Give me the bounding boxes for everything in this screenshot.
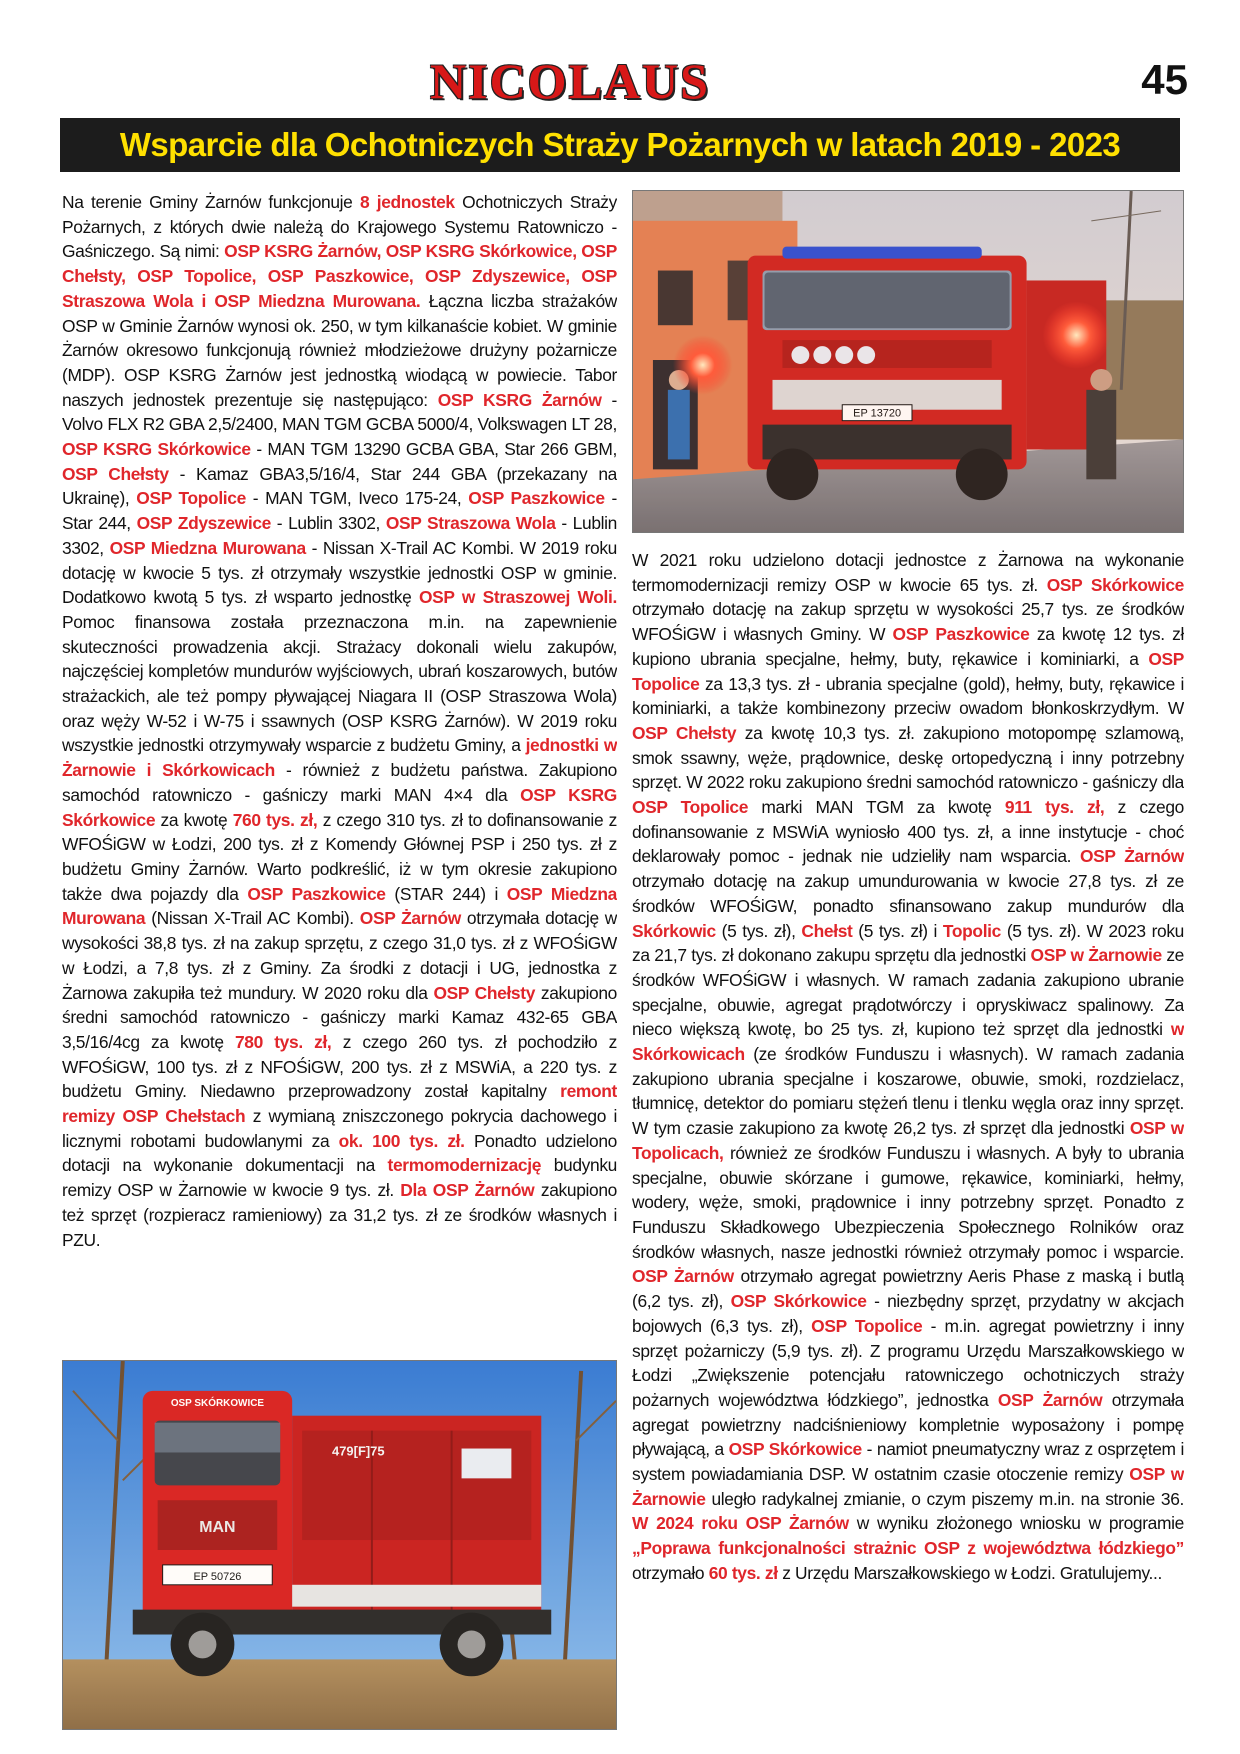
- highlighted-name: jednostki w Żarnowie i Skórkowicach: [62, 735, 617, 781]
- body-text: - Volvo FLX R2 GBA 2,5/2400, MAN TGM GCBA 5000/4, Volkswagen LT 28,: [62, 389, 617, 435]
- article-text-left: [62, 190, 617, 1252]
- body-text: w wyniku złożonego wniosku w programie: [848, 1513, 1184, 1534]
- highlighted-name: OSP Topolice: [811, 1315, 923, 1336]
- body-text: - również z budżetu państwa. Zakupiono samochód ratowniczo - gaśniczy marki MAN 4×4 dla: [62, 760, 617, 805]
- highlighted-name: OSP Zdyszewice: [136, 513, 271, 534]
- highlighted-name: OSP Żarnów: [1080, 846, 1184, 867]
- highlighted-name: 911 tys. zł,: [1004, 797, 1105, 818]
- highlighted-name: OSP Chełsty: [62, 463, 169, 484]
- body-text: otrzymało agregat powietrzny Aeris Phase z maską i butlą (6,2 tys. zł),: [632, 1266, 1184, 1312]
- body-text: - MAN TGM, Iveco 175-24,: [245, 488, 469, 509]
- body-text: za kwotę: [155, 809, 233, 830]
- highlighted-name: Topolic: [942, 920, 1001, 941]
- body-text: - niezbędny sprzęt, przydatny w akcjach bojowych (6,3 tys. zł),: [632, 1291, 1184, 1336]
- body-text: Pomoc finansowa została przeznaczona m.in. na zapewnienie skuteczności prowadzenia akcji. Strażacy dokonali wielu zakupów, najczęściej kompletów mundurów wyjściowych, ubrań koszarowych, butów strażackich, ale też pompy pływającej Niagara II (OSP Straszowa Wola) oraz węży W-52 i W-75 i ssawnych (OSP KSRG Żarnów). W 2019 roku wszystkie jednostki otrzymywały wsparcie z budżetu Gminy, a: [62, 611, 617, 756]
- body-text: uległo radykalnej zmianie, o czym piszemy m.in. na stronie 36.: [705, 1488, 1184, 1509]
- highlighted-name: OSP KSRG Skórkowice: [62, 784, 617, 830]
- truck-brand-badge: MAN: [199, 1519, 236, 1537]
- highlighted-name: W 2024 roku OSP Żarnów: [632, 1513, 849, 1534]
- article-title: Wsparcie dla Ochotniczych Straży Pożarnych w latach 2019 - 2023: [119, 126, 1121, 163]
- body-text: z czego 310 tys. zł to dofinansowanie z WFOŚiGW w Łodzi, 200 tys. zł z Komendy Głównej PSP i 250 tys. zł z budżetu Gminy Żarnów. Warto podkreślić, iż w tym okresie zakupiono także dwa pojazdy dla: [62, 809, 617, 904]
- body-text: - Lublin 3302,: [62, 513, 617, 558]
- body-text: Na terenie Gminy Żarnów funkcjonuje: [62, 192, 360, 212]
- highlighted-name: 8 jednostek: [359, 192, 455, 212]
- highlighted-name: OSP Żarnów: [997, 1389, 1103, 1410]
- body-text: Łączna liczba strażaków OSP w Gminie Żarnów wynosi ok. 250, w tym kilkanaście kobiet. W gminie Żarnów okresowo funkcjonują również młodzieżowe drużyny pożarnicze (MDP). OSP KSRG Żarnów jest jednostką wiodącą w powiecie. Tabor naszych jednostek prezentuje się następująco:: [62, 290, 617, 410]
- body-text: marki MAN TGM za kwotę: [748, 797, 1005, 818]
- masthead: [0, 52, 1240, 114]
- body-text: za 13,3 tys. zł - ubrania specjalne (gold), hełmy, buty, rękawice i kominiarki, a także kombinezony przeciw owadom błonkoskrzydłym. W: [632, 673, 1184, 719]
- highlighted-name: OSP w Straszowej Woli.: [418, 587, 617, 608]
- highlighted-name: OSP Paszkowice: [468, 488, 605, 509]
- photo-fire-truck-flares: [632, 190, 1184, 533]
- body-text: - Nissan X-Trail AC Kombi. W 2019 roku dotację w kwocie 5 tys. zł otrzymały wszystkie jednostki OSP w gminie. Dodatkowo kwotą 5 tys. zł wsparto jednostkę: [62, 537, 617, 608]
- body-text: (ze środków Funduszu i własnych). W ramach zadania zakupiono ubrania specjalne i koszarowe, obuwie, smoki, rozdzielacz, tłumnicę, detektor do pomiaru stężeń tlenu i tlenku węgla oraz inny sprzęt. W tym czasie zakupiono za kwotę 26,2 tys. zł sprzęt dla jednostki: [632, 1044, 1184, 1139]
- body-text: budynku remizy OSP w Żarnowie w kwocie 9 tys. zł.: [62, 1155, 617, 1201]
- nicolaus-logo: NICOLAUS: [430, 53, 710, 109]
- page-number: 45: [1141, 56, 1188, 103]
- highlighted-name: 760 tys. zł,: [232, 809, 318, 830]
- highlighted-name: Skórkowic: [632, 920, 716, 941]
- body-text: - MAN TGM 13290 GCBA GBA, Star 266 GBM,: [250, 439, 617, 460]
- highlighted-name: OSP Miedzna Murowana: [62, 883, 617, 929]
- article-text-right: [632, 548, 1184, 1586]
- body-text: - Lublin 3302,: [270, 513, 386, 534]
- highlighted-name: Chełst: [801, 920, 853, 941]
- highlighted-name: OSP Topolice: [136, 488, 246, 509]
- body-text: (Nissan X-Trail AC Kombi).: [145, 908, 360, 929]
- highlighted-name: OSP Miedzna Murowana: [109, 537, 306, 558]
- highlighted-name: OSP Chełsty: [632, 722, 737, 743]
- side-number: 479[F]75: [332, 1443, 385, 1459]
- body-text: otrzymała agregat powietrzny nadciśnieniowy kompletnie wyposażony i pompę pływającą, a: [632, 1389, 1184, 1460]
- highlighted-name: OSP Paszkowice: [892, 624, 1030, 645]
- body-text: za kwotę 12 tys. zł kupiono ubrania specjalne, hełmy, buty, rękawice i kominiarki, a: [632, 624, 1184, 669]
- body-text: otrzymała dotację w wysokości 38,8 tys. zł na zakup sprzętu, z czego 31,0 tys. zł z WFOŚiGW w Łodzi, a 7,8 tys. zł z Gminy. Za środki z dotacji i UG, jednostka z Żarnowa zakupiła też mundury. W 2020 roku dla: [62, 908, 617, 1003]
- body-text: z wymianą zniszczonego pokrycia dachowego i licznymi robotami budowlanymi za: [62, 1106, 617, 1151]
- body-text: - namiot pneumatyczny wraz z osprzętem i system powiadamiania DSP. W ostatnim czasie otoczenie remizy: [632, 1439, 1184, 1485]
- body-text: ze środków WFOŚiGW i własnych. W ramach zadania zakupiono ubranie specjalne, obuwie, agregat prądotwórczy i opryskiwacz spalinowy. Za nieco większą kwotę, bo 25 tys. zł, kupiono też sprzęt dla jednostki: [632, 945, 1184, 1040]
- highlighted-name: OSP w Żarnowie: [632, 1464, 1184, 1509]
- body-text: z czego dofinansowanie z MSWiA wyniosło 400 tys. zł, a inne instytucje - choć deklarowały pomoc - jednak nie udzieliły nam wsparcia.: [632, 797, 1184, 867]
- body-text: - Kamaz GBA3,5/16/4, Star 244 GBA (przekazany na Ukrainę),: [62, 463, 617, 509]
- body-text: otrzymało dotację na zakup umundurowania w kwocie 27,8 tys. zł ze środków WFOŚiGW, ponadto sfinansowano zakup mundurów dla: [632, 871, 1184, 916]
- highlighted-name: OSP Żarnów: [632, 1266, 734, 1287]
- body-text: zakupiono średni samochód ratowniczo - gaśniczy marki Kamaz 432-65 GBA 3,5/16/4cg za kwotę: [62, 982, 617, 1052]
- body-text: (5 tys. zł) i: [852, 920, 943, 941]
- body-text: z Urzędu Marszałkowskiego w Łodzi. Gratulujemy...: [777, 1562, 1162, 1583]
- body-text: (5 tys. zł). W 2023 roku za 21,7 tys. zł dokonano zakupu sprzętu dla jednostki: [632, 920, 1184, 966]
- highlighted-name: 780 tys. zł,: [234, 1031, 332, 1052]
- highlighted-name: OSP KSRG Skórkowice: [62, 439, 251, 460]
- highlighted-name: Dla OSP Żarnów: [400, 1180, 535, 1201]
- body-text: otrzymało dotację na zakup sprzętu w wysokości 25,7 tys. ze środków WFOŚiGW i własnych Gminy. W: [632, 599, 1184, 645]
- body-text: (STAR 244) i: [385, 883, 507, 904]
- body-text: (5 tys. zł),: [715, 920, 802, 941]
- highlighted-name: OSP Topolice: [632, 648, 1184, 694]
- body-text: zakupiono też sprzęt (rozpieracz ramieniowy) za 31,2 tys. zł ze środków własnych i PZU.: [62, 1180, 617, 1250]
- highlighted-name: OSP Straszowa Wola: [385, 513, 556, 534]
- highlighted-name: OSP Paszkowice: [247, 883, 386, 904]
- body-text: za kwotę 10,3 tys. zł. zakupiono motopompę szlamową, smok ssawny, węże, prądownice, deskę ortopedyczną i inny potrzebny sprzęt. W 2022 roku zakupiono średni samochód ratowniczo - gaśniczy dla: [632, 722, 1184, 793]
- highlighted-name: 60 tys. zł: [708, 1562, 778, 1583]
- highlighted-name: OSP Skórkowice: [728, 1439, 862, 1460]
- highlighted-name: OSP Żarnów: [359, 908, 461, 929]
- article-column-right: [632, 548, 1184, 1738]
- highlighted-name: OSP Topolice: [632, 797, 749, 818]
- highlighted-name: ok. 100 tys. zł.: [338, 1130, 465, 1151]
- body-text: również ze środków Funduszu i własnych. A były to ubrania specjalne, obuwie skórzane i gumowe, rękawice, kominiarki, hełmy, wodery, węże, smoki, prądownice i inny potrzebny sprzęt. Ponadto z Funduszu Składkowego Ubezpieczenia Społecznego Rolników oraz środków własnych, nasze jednostki również otrzymały pomoc i wsparcie.: [632, 1142, 1184, 1262]
- highlighted-name: termomodernizację: [387, 1155, 542, 1176]
- truck-plate-top: EP 13720: [853, 407, 902, 420]
- highlighted-name: OSP Chełsty: [433, 982, 536, 1003]
- body-text: z czego 260 tys. zł pochodziło z WFOŚiGW, 100 tys. zł z NFOŚiGW, 200 tys. zł z MSWiA, a 220 tys. z budżetu Gminy. Niedawno przeprowadzony został kapitalny: [62, 1031, 617, 1102]
- body-text: otrzymało: [632, 1562, 709, 1583]
- headline-bar: [60, 118, 1180, 172]
- highlighted-name: w Skórkowicach: [632, 1019, 1184, 1065]
- highlighted-name: OSP KSRG Żarnów: [437, 389, 602, 410]
- photo-man-fire-engine: [62, 1360, 617, 1730]
- highlighted-name: OSP w Topolicach,: [632, 1118, 1184, 1163]
- cab-label: OSP SKÓRKOWICE: [170, 1397, 265, 1409]
- highlighted-name: OSP Skórkowice: [1046, 574, 1184, 595]
- article-column-left: [62, 190, 617, 1350]
- highlighted-name: „Poprawa funkcjonalności strażnic OSP z województwa łódzkiego”: [632, 1538, 1184, 1559]
- body-text: - m.in. agregat powietrzny i inny sprzęt pożarniczy (5,9 tys. zł). Z programu Urzędu Marszałkowskiego w Łodzi „Zwiększenie potencjału ratowniczego ochotniczych straży pożarnych województwa łódzkiego”, jednostka: [632, 1315, 1184, 1410]
- body-text: - Star 244,: [62, 488, 617, 534]
- highlighted-name: OSP Skórkowice: [730, 1291, 867, 1312]
- body-text: Ochotniczych Straży Pożarnych, z których dwie należą do Krajowego Systemu Ratowniczo - Gaśniczego. Są nimi:: [62, 192, 617, 262]
- highlighted-name: remont remizy OSP Chełstach: [62, 1081, 617, 1127]
- highlighted-name: OSP w Żarnowie: [1030, 945, 1162, 966]
- highlighted-name: OSP KSRG Żarnów, OSP KSRG Skórkowice, OSP Chełsty, OSP Topolice, OSP Paszkowice, OSP Zdyszewice, OSP Straszowa Wola i OSP Miedzna Murowana.: [62, 241, 617, 311]
- body-text: Ponadto udzielono dotacji na wykonanie dokumentacji na: [62, 1130, 617, 1176]
- truck-plate-bottom: EP 50726: [193, 1570, 242, 1583]
- body-text: W 2021 roku udzielono dotacji jednostce z Żarnowa na wykonanie termomodernizacji remizy OSP w kwocie 65 tys. zł.: [632, 550, 1184, 595]
